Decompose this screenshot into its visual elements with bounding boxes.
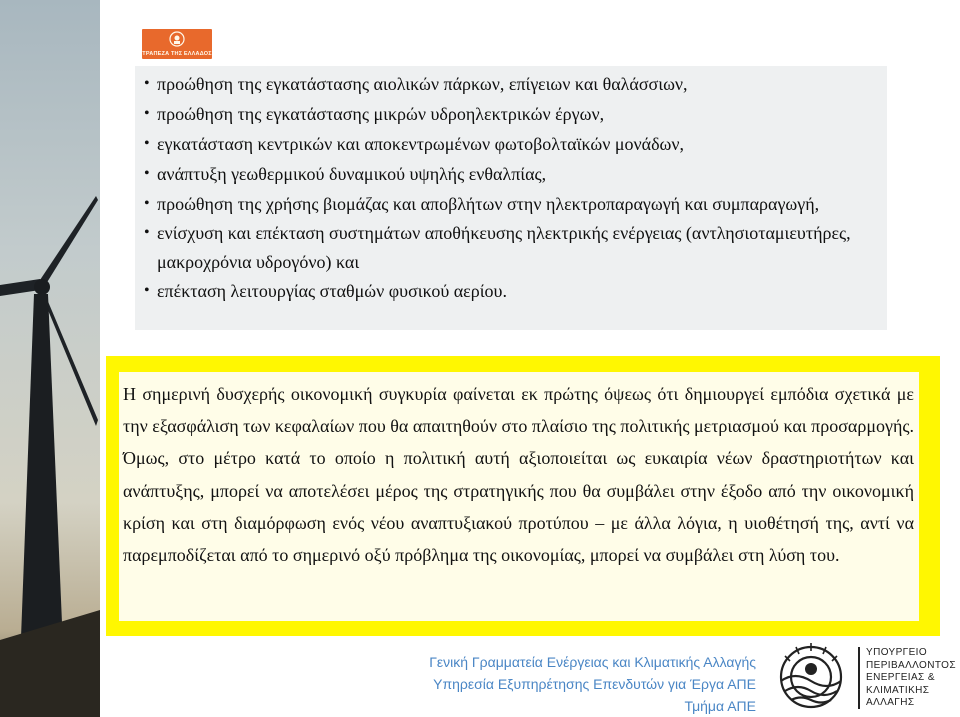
ministry-name [866,647,956,710]
ministry-name-line: ΚΛΙΜΑΤΙΚΗΣ [866,684,930,696]
ministry-name-line: ΕΝΕΡΓΕΙΑΣ & [866,672,935,683]
bullet-panel [135,66,887,330]
footer-credits [336,651,756,717]
ministry-name-line: ΠΕΡΙΒΑΛΛΟΝΤΟΣ [866,659,956,671]
ministry-name-line: ΑΛΛΑΓΗΣ [866,697,915,708]
list-item: • προώθηση της εγκατάστασης αιολικών πάρκων, επίγειων και θαλάσσιων, [144,69,889,99]
highlight-box [106,356,940,636]
ministry-divider [858,647,860,709]
list-item: • προώθηση της χρήσης βιομάζας και αποβλήτων στην ηλεκτροπαραγωγή και συμπαραγωγή, [144,189,889,219]
list-item: • εγκατάσταση κεντρικών και αποκεντρωμένων φωτοβολταϊκών μονάδων, [144,129,889,159]
list-item: • προώθηση της εγκατάστασης μικρών υδροηλεκτρικών έργων, [144,99,889,129]
highlight-inner [119,372,919,621]
footer-line-secretariat: Γενική Γραμματεία Ενέργειας και Κλιματικής Αλλαγής [429,654,756,670]
bank-logo-text: ΤΡΑΠΕΖΑ ΤΗΣ ΕΛΛΑΔΟΣ [142,51,212,57]
ministry-name-line: ΥΠΟΥΡΓΕΙΟ [866,647,928,658]
list-item: • ανάπτυξη γεωθερμικού δυναμικού υψηλής ενθαλπίας, [144,159,889,189]
list-item: • επέκταση λειτουργίας σταθμών φυσικού αερίου. [144,276,889,306]
measures-list [144,69,889,306]
highlight-paragraph: Η σημερινή δυσχερής οικονομική συγκυρία φαίνεται εκ πρώτης όψεως ότι δημιουργεί εμπόδια σχετικά με την εξασφάλιση των κεφαλαίων που θα απαιτηθούν στο πλαίσιο της πολιτικής μετριασμού και προσαρμογής. Όμως, στο μέτρο κατά το οποίο η πολιτική αυτή αξιοποιείται ως ευκαιρία νέων δραστηριοτήτων και ανάπτυξης, μπορεί να αποτελέσει μέρος της στρατηγικής που θα συμβάλει στην έξοδο από την οικονομική κρίση και στη διαμόρφωση ενός νέου αναπτυξιακού προτύπου – με άλλα λόγια, η υιοθέτησή της, αντί να παρεμποδίζεται από το σημερινό οξύ πρόβλημα της οικονομίας, μπορεί να συμβάλει στη λύση του. [123,384,914,566]
ministry-logo-icon [771,641,851,713]
footer-line-department: Τμήμα ΑΠΕ [684,698,756,714]
bank-emblem-icon [169,31,185,47]
bank-logo [142,29,212,59]
list-item: • ενίσχυση και επέκταση συστημάτων αποθήκευσης ηλεκτρικής ενέργειας (αντλησιοταμιευτήρες, μακροχρόνια υδρογόνο) και [144,219,889,276]
footer-line-service: Υπηρεσία Εξυπηρέτησης Επενδυτών για Έργα ΑΠΕ [433,676,756,692]
wind-turbine-photo [0,0,100,717]
